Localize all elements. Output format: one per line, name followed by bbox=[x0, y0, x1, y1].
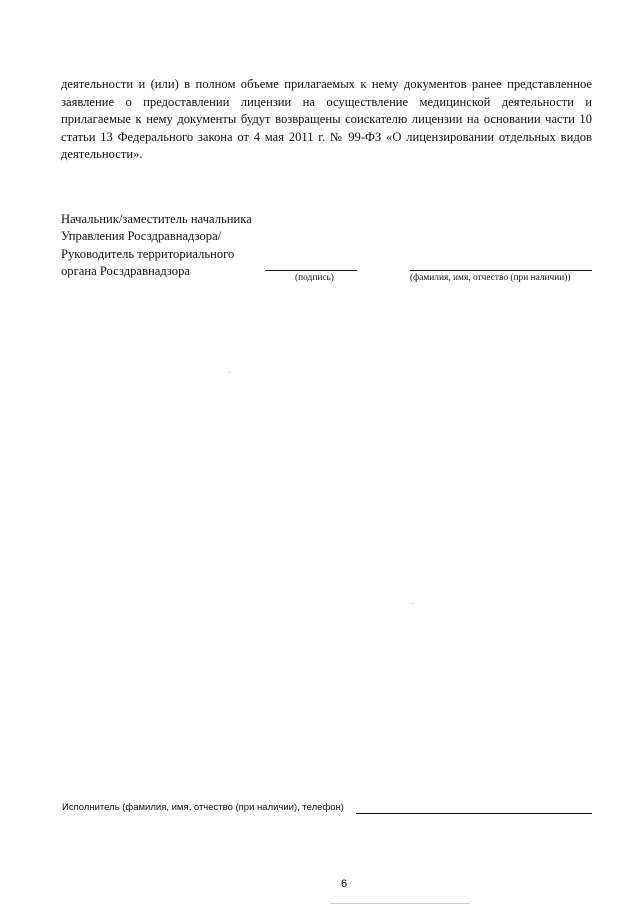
executor-line bbox=[356, 813, 592, 814]
signature-line bbox=[265, 270, 357, 271]
signer-title-line-2: Управления Росздравнадзора/ bbox=[61, 229, 222, 244]
continuation-paragraph: деятельности и (или) в полном объеме прилагаемых к нему документов ранее представленное заявление о предоставлении лицензии на осуществление медицинской деятельности и прилагаемые к нему документы будут возвращены соискателю лицензии на основании части 10 статьи 13 Федерального закона от 4 мая 2011 г. № 99-ФЗ «О лицензировании отдельных видов деятельности». bbox=[61, 77, 592, 162]
signer-title-line-1: Начальник/заместитель начальника bbox=[61, 212, 252, 226]
fio-caption: (фамилия, имя, отчество (при наличии)) bbox=[410, 273, 571, 283]
executor-label: Исполнитель (фамилия, имя, отчество (при наличии), телефон) bbox=[62, 802, 344, 813]
scan-speck bbox=[412, 603, 413, 604]
page-number: 6 bbox=[340, 878, 348, 890]
scan-edge bbox=[330, 903, 470, 904]
signer-title-line-4: органа Росздравнадзора bbox=[61, 264, 190, 279]
fio-line bbox=[410, 270, 592, 271]
signer-title-line-3: Руководитель территориального bbox=[61, 246, 235, 261]
signature-caption: (подпись) bbox=[295, 273, 334, 283]
scan-speck bbox=[229, 372, 230, 373]
signer-title-block bbox=[61, 211, 271, 281]
